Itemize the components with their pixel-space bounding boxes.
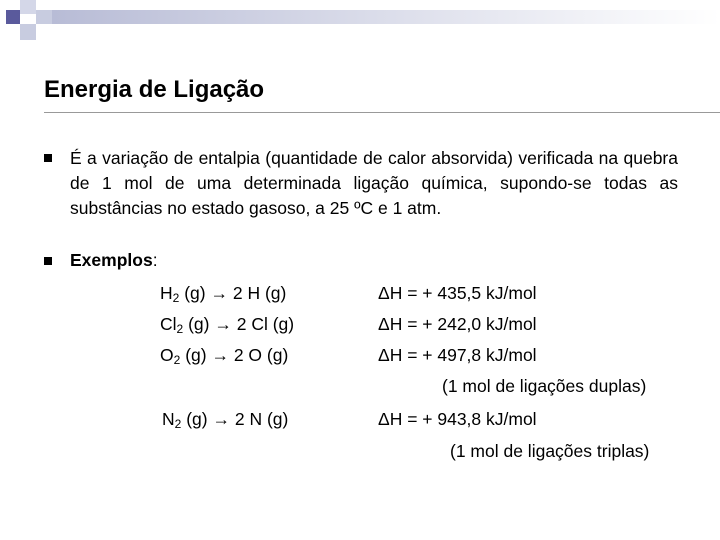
deco-square-light-bottom	[20, 24, 36, 40]
arrow-icon: →	[214, 314, 232, 334]
reactant-symbol: H	[160, 283, 173, 303]
definition-text: É a variação de entalpia (quantidade de calor absorvida) verificada na quebra de 1 mol de uma determinada ligação química, supondo-se todas as substâncias no estado gasoso, a 25 ºC e 1 atm.	[70, 148, 678, 218]
reactant-state: (g)	[185, 345, 207, 365]
header-band	[52, 10, 720, 24]
reactant-subscript: 2	[172, 291, 180, 305]
square-bullet-icon	[44, 257, 52, 265]
note-triple-bonds: (1 mol de ligações triplas)	[450, 441, 650, 461]
square-bullet-icon	[44, 154, 52, 162]
product: 2 H (g)	[232, 283, 287, 303]
enthalpy-n2: ΔH = + 943,8 kJ/mol	[378, 409, 537, 429]
slide-title: Energia de Ligação	[44, 76, 265, 103]
reactant-subscript: 2	[174, 417, 182, 431]
enthalpy-cl2: ΔH = + 242,0 kJ/mol	[378, 314, 537, 334]
examples-heading	[70, 249, 158, 271]
reactant-symbol: N	[162, 409, 175, 429]
decorative-header	[0, 0, 720, 48]
examples-label-colon: :	[152, 250, 158, 270]
equation-h2	[160, 282, 286, 304]
deco-square-mid	[36, 10, 52, 24]
equation-o2	[160, 344, 288, 366]
reactant-symbol: O	[160, 345, 174, 365]
equation-n2	[162, 408, 288, 430]
examples-label: Exemplos	[70, 250, 153, 270]
reactant-state: (g)	[186, 409, 208, 429]
title-divider	[44, 112, 720, 113]
note-double-bonds: (1 mol de ligações duplas)	[442, 376, 647, 396]
product: 2 N (g)	[234, 409, 289, 429]
enthalpy-h2: ΔH = + 435,5 kJ/mol	[378, 283, 537, 303]
reactant-state: (g)	[188, 314, 210, 334]
arrow-icon: →	[212, 409, 230, 429]
reactant-state: (g)	[184, 283, 206, 303]
equation-cl2	[160, 313, 294, 335]
deco-square-light-top	[20, 0, 36, 14]
product: 2 Cl (g)	[236, 314, 295, 334]
reactant-subscript: 2	[176, 322, 184, 336]
deco-square-dark	[6, 10, 20, 24]
arrow-icon: →	[210, 283, 228, 303]
product: 2 O (g)	[233, 345, 289, 365]
enthalpy-o2: ΔH = + 497,8 kJ/mol	[378, 345, 537, 365]
arrow-icon: →	[211, 345, 229, 365]
reactant-subscript: 2	[173, 353, 181, 367]
reactant-symbol: Cl	[160, 314, 177, 334]
